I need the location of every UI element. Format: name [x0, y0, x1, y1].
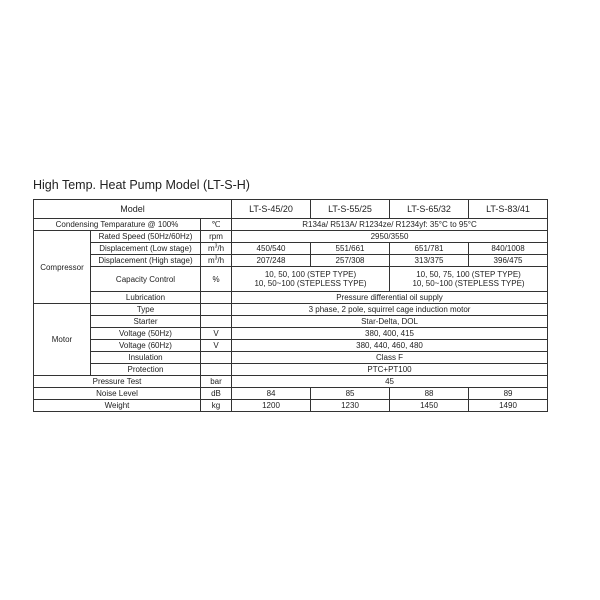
model-header: Model	[34, 200, 232, 219]
table-row	[34, 304, 548, 316]
table-row	[34, 400, 548, 412]
table-row	[34, 219, 548, 231]
row-unit	[201, 255, 232, 267]
row-value: 396/475	[469, 255, 548, 267]
row-value: Pressure differential oil supply	[232, 292, 548, 304]
capacity-line: 10, 50~100 (STEPLESS TYPE)	[412, 279, 525, 288]
row-value: 1230	[311, 400, 390, 412]
row-unit: V	[201, 340, 232, 352]
capacity-line: 10, 50, 75, 100 (STEP TYPE)	[416, 270, 521, 279]
row-unit	[201, 243, 232, 255]
table-row	[34, 364, 548, 376]
row-label: Starter	[91, 316, 201, 328]
row-unit: bar	[201, 376, 232, 388]
row-unit: V	[201, 328, 232, 340]
row-unit	[201, 292, 232, 304]
row-value: 45	[232, 376, 548, 388]
row-label: Displacement (Low stage)	[91, 243, 201, 255]
model-name: LT-S-45/20	[232, 200, 311, 219]
row-label: Protection	[91, 364, 201, 376]
row-unit	[201, 364, 232, 376]
table-row	[34, 231, 548, 243]
row-label: Insulation	[91, 352, 201, 364]
table-row	[34, 376, 548, 388]
table-title: High Temp. Heat Pump Model (LT-S-H)	[33, 178, 250, 192]
row-label: Noise Level	[34, 388, 201, 400]
row-label: Voltage (60Hz)	[91, 340, 201, 352]
unit-sup: 3	[214, 243, 218, 250]
row-value: PTC+PT100	[232, 364, 548, 376]
row-value: 1450	[390, 400, 469, 412]
unit-sup: 3	[214, 255, 218, 262]
table-row	[34, 255, 548, 267]
capacity-line: 10, 50~100 (STEPLESS TYPE)	[254, 279, 367, 288]
row-label: Pressure Test	[34, 376, 201, 388]
row-label: Lubrication	[91, 292, 201, 304]
unit-tail: /h	[217, 256, 225, 265]
row-value: 313/375	[390, 255, 469, 267]
unit-base: m	[207, 256, 215, 265]
model-name: LT-S-83/41	[469, 200, 548, 219]
row-label: Voltage (50Hz)	[91, 328, 201, 340]
row-label: Weight	[34, 400, 201, 412]
row-unit	[201, 304, 232, 316]
row-value: Star-Delta, DOL	[232, 316, 548, 328]
row-value: R134a/ R513A/ R1234ze/ R1234yf: 35°C to 95°C	[232, 219, 548, 231]
unit-tail: /h	[217, 244, 225, 253]
header-row	[34, 200, 548, 219]
table-row	[34, 340, 548, 352]
row-unit: dB	[201, 388, 232, 400]
row-unit: ℃	[201, 219, 232, 231]
row-unit: kg	[201, 400, 232, 412]
row-unit: rpm	[201, 231, 232, 243]
row-value: 1200	[232, 400, 311, 412]
model-name: LT-S-65/32	[390, 200, 469, 219]
row-value: 207/248	[232, 255, 311, 267]
row-value: 1490	[469, 400, 548, 412]
capacity-line: 10, 50, 100 (STEP TYPE)	[264, 270, 357, 279]
row-value	[232, 267, 390, 292]
table-row	[34, 316, 548, 328]
group-label: Motor	[34, 304, 91, 376]
row-label: Condensing Temparature @ 100%	[34, 219, 201, 231]
spec-table	[33, 199, 548, 412]
row-value: 380, 440, 460, 480	[232, 340, 548, 352]
row-value: 88	[390, 388, 469, 400]
row-unit: %	[201, 267, 232, 292]
row-value: 450/540	[232, 243, 311, 255]
row-label: Type	[91, 304, 201, 316]
row-value: Class F	[232, 352, 548, 364]
row-value: 89	[469, 388, 548, 400]
group-label: Compressor	[34, 231, 91, 304]
row-unit	[201, 316, 232, 328]
row-unit	[201, 352, 232, 364]
table-row	[34, 328, 548, 340]
model-name: LT-S-55/25	[311, 200, 390, 219]
row-value: 840/1008	[469, 243, 548, 255]
row-value: 257/308	[311, 255, 390, 267]
row-value: 551/661	[311, 243, 390, 255]
table-row	[34, 243, 548, 255]
table-row	[34, 267, 548, 292]
row-label: Displacement (High stage)	[91, 255, 201, 267]
row-value: 3 phase, 2 pole, squirrel cage induction motor	[232, 304, 548, 316]
table-row	[34, 388, 548, 400]
table-row	[34, 352, 548, 364]
row-value: 380, 400, 415	[232, 328, 548, 340]
row-value	[390, 267, 548, 292]
row-label: Rated Speed (50Hz/60Hz)	[91, 231, 201, 243]
unit-base: m	[207, 244, 215, 253]
row-value: 651/781	[390, 243, 469, 255]
row-label: Capacity Control	[91, 267, 201, 292]
table-row	[34, 292, 548, 304]
row-value: 85	[311, 388, 390, 400]
row-value: 2950/3550	[232, 231, 548, 243]
row-value: 84	[232, 388, 311, 400]
